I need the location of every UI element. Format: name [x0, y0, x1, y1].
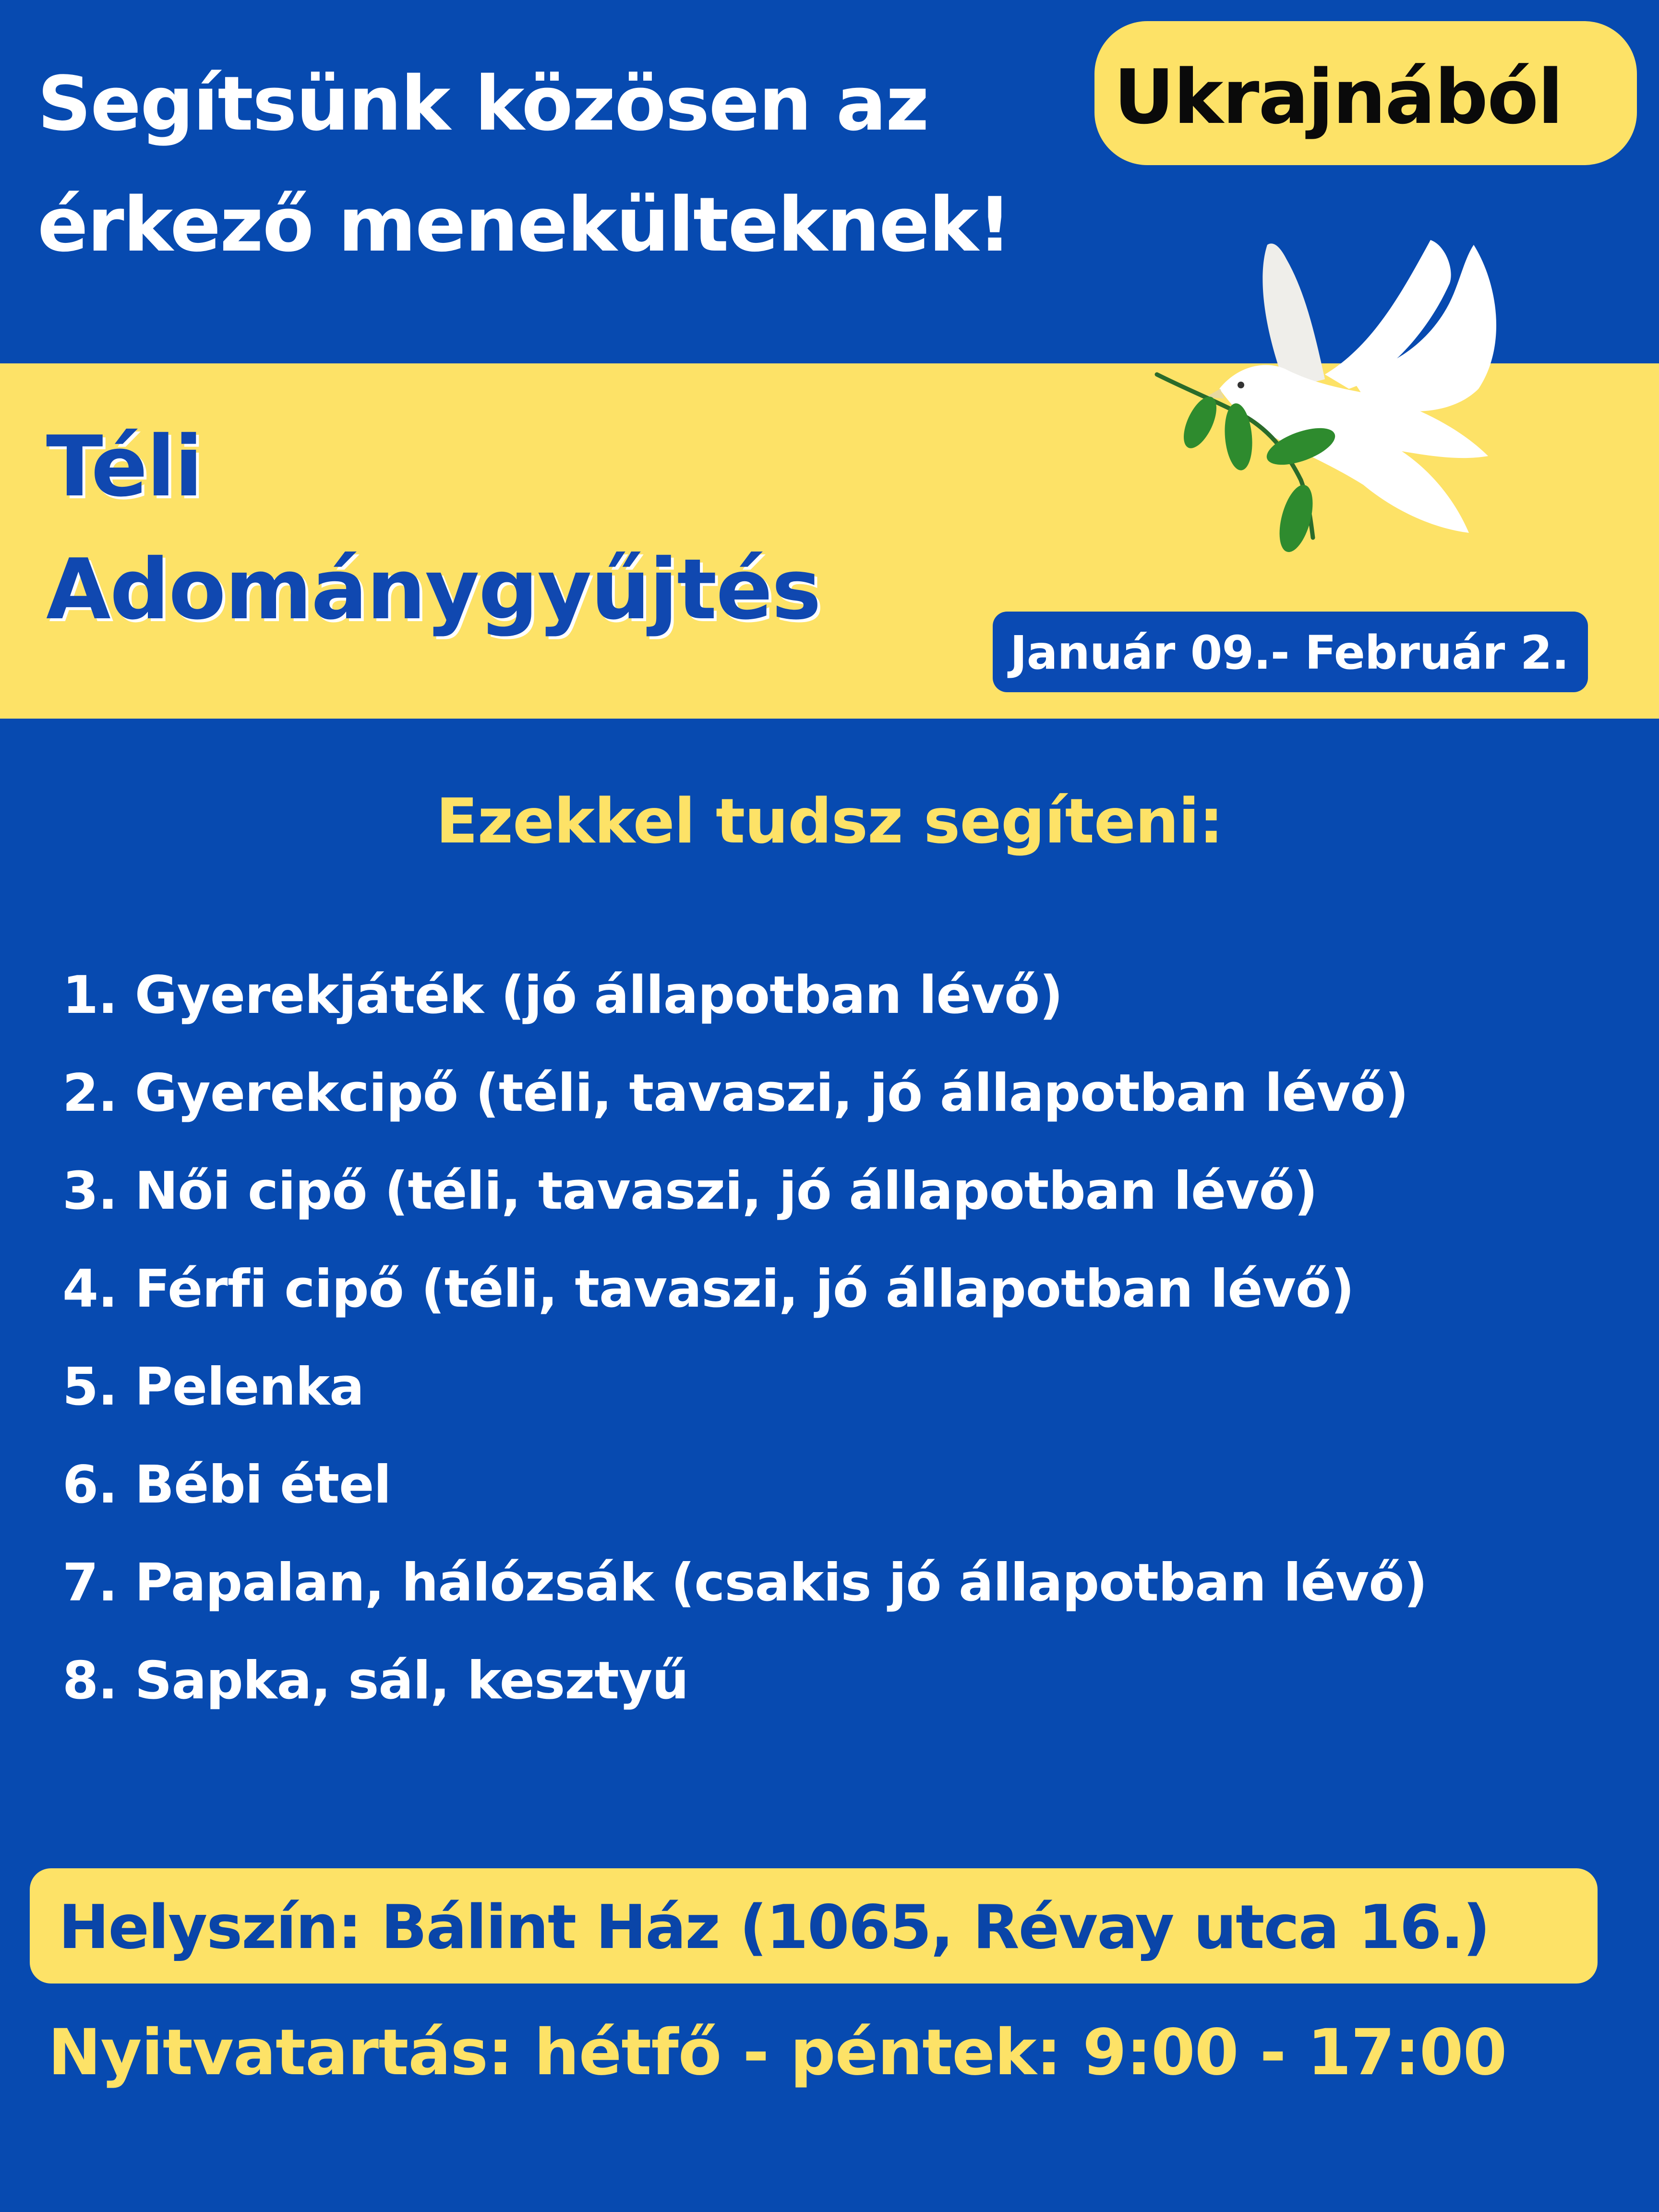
list-item: 5. Pelenka	[62, 1357, 364, 1417]
ukraine-highlight-pill	[1094, 21, 1637, 165]
dove-with-olive-branch-icon	[1142, 230, 1498, 576]
banner-title-line-1: Téli	[46, 418, 202, 516]
opening-hours: Nyitvatartás: hétfő - péntek: 9:00 - 17:00	[48, 2016, 1507, 2090]
headline-line-1: Segítsünk közösen az	[37, 60, 928, 147]
list-item: 1. Gyerekjáték (jó állapotban lévő)	[62, 965, 1063, 1025]
list-item: 3. Női cipő (téli, tavaszi, jó állapotban lévő)	[62, 1161, 1318, 1221]
headline-line-2: érkező menekülteknek!	[37, 181, 1011, 268]
donation-items-list	[62, 965, 1427, 1753]
date-range-text: Január 09.- Február 2.	[1010, 626, 1569, 680]
banner-title-line-2: Adománygyűjtés	[46, 541, 821, 638]
items-heading: Ezekkel tudsz segíteni:	[436, 786, 1223, 857]
location-text: Helyszín: Bálint Ház (1065, Révay utca 16.)	[59, 1892, 1490, 1962]
date-range-pill	[993, 612, 1588, 692]
list-item: 8. Sapka, sál, kesztyű	[62, 1651, 689, 1711]
location-pill	[30, 1868, 1598, 1984]
list-item: 4. Férfi cipő (téli, tavaszi, jó állapotban lévő)	[62, 1259, 1354, 1319]
list-item: 2. Gyerekcipő (téli, tavaszi, jó állapotban lévő)	[62, 1063, 1408, 1123]
ukraine-highlight-text: Ukrajnából	[1114, 53, 1563, 141]
list-item: 7. Papalan, hálózsák (csakis jó állapotban lévő)	[62, 1553, 1427, 1613]
list-item: 6. Bébi étel	[62, 1455, 391, 1515]
